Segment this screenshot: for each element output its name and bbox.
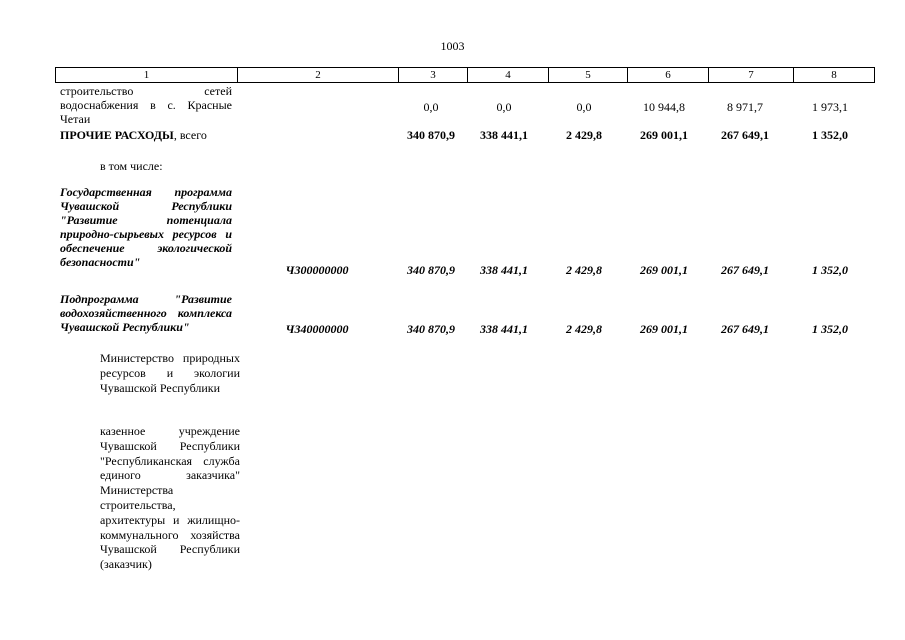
subprogram-code: Ч340000000: [285, 322, 349, 336]
value-col-8: 1 973,1: [812, 100, 848, 114]
value-col-7: 267 649,1: [721, 263, 769, 277]
value-col-3: 340 870,9: [407, 128, 455, 142]
column-header-4: 4: [468, 68, 549, 83]
value-col-4: 0,0: [496, 100, 512, 114]
column-header-row: [55, 67, 875, 83]
row-name: [60, 128, 232, 142]
row-name: в том числе:: [100, 159, 163, 173]
value-col-3: 340 870,9: [407, 263, 455, 277]
value-col-8: 1 352,0: [812, 322, 848, 336]
value-col-5: 2 429,8: [566, 263, 602, 277]
value-col-7: 267 649,1: [721, 128, 769, 142]
value-col-4: 338 441,1: [480, 263, 528, 277]
value-col-6: 10 944,8: [643, 100, 685, 114]
column-header-2: 2: [238, 68, 399, 83]
column-header-1: 1: [56, 68, 238, 83]
row-name: Государственная программа Чувашской Республики "Развитие потенциала природно-сырьевых ресурсов и обеспечение экологической безопасности": [60, 185, 232, 269]
value-col-6: 269 001,1: [640, 322, 688, 336]
value-col-7: 8 971,7: [727, 100, 763, 114]
row-name: Министерство природных ресурсов и экологии Чувашской Республики: [100, 351, 240, 395]
row-name: Подпрограмма "Развитие водохозяйственного комплекса Чувашской Республики": [60, 292, 232, 334]
column-header-6: 6: [628, 68, 709, 83]
value-col-5: 0,0: [576, 100, 592, 114]
value-col-8: 1 352,0: [812, 263, 848, 277]
value-col-7: 267 649,1: [721, 322, 769, 336]
page-number: 1003: [440, 39, 465, 53]
row-name: казенное учреждение Чувашской Республики "Республиканская служба единого заказчика" Министерства строительства, архитектуры и жилищно-коммунального хозяйства Чувашской Республики (заказчик): [100, 424, 240, 572]
value-col-4: 338 441,1: [480, 322, 528, 336]
value-col-6: 269 001,1: [640, 128, 688, 142]
program-code: Ч300000000: [285, 263, 349, 277]
value-col-6: 269 001,1: [640, 263, 688, 277]
row-name: строительство сетей водоснабжения в с. Красные Четаи: [60, 84, 232, 126]
column-header-7: 7: [709, 68, 794, 83]
value-col-8: 1 352,0: [812, 128, 848, 142]
value-col-3: 0,0: [423, 100, 439, 114]
value-col-5: 2 429,8: [566, 322, 602, 336]
value-col-4: 338 441,1: [480, 128, 528, 142]
value-col-3: 340 870,9: [407, 322, 455, 336]
column-header-8: 8: [794, 68, 875, 83]
column-header-5: 5: [549, 68, 628, 83]
row-name-suffix: , всего: [173, 128, 207, 142]
value-col-5: 2 429,8: [566, 128, 602, 142]
row-name-bold: ПРОЧИЕ РАСХОДЫ: [60, 128, 174, 142]
column-header-3: 3: [399, 68, 468, 83]
